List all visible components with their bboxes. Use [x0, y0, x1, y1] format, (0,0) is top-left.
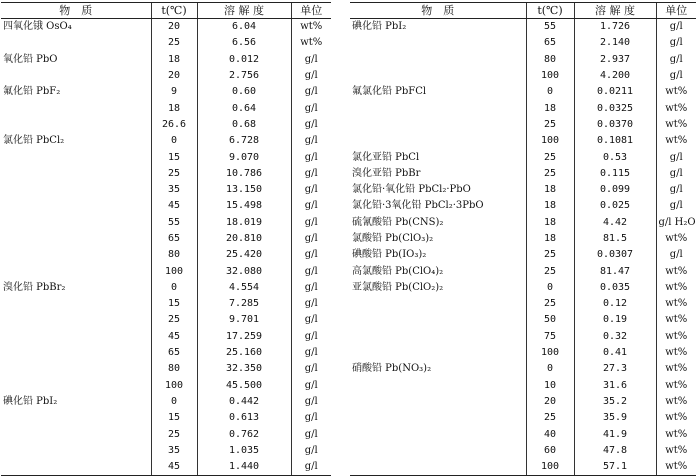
- unit-cell: wt%: [656, 117, 696, 133]
- table-row: [1, 459, 331, 476]
- unit-cell: g/l: [656, 52, 696, 68]
- substance-cell: [1, 117, 151, 133]
- temp-cell: 100: [526, 68, 574, 84]
- temp-cell: 20: [151, 19, 197, 36]
- substance-cell: [1, 459, 151, 476]
- temp-cell: 18: [526, 215, 574, 231]
- unit-cell: wt%: [656, 426, 696, 442]
- table-row: [350, 35, 696, 51]
- temp-cell: 25: [526, 117, 574, 133]
- header-row: [350, 3, 696, 19]
- table-row: [350, 182, 696, 198]
- temp-cell: 45: [151, 329, 197, 345]
- substance-cell: 硫氰酸铅 Pb(CNS)₂: [352, 216, 444, 228]
- table-row: [1, 280, 331, 296]
- substance-cell: 氯化铅·3氧化铅 PbCl₂·3PbO: [352, 200, 484, 212]
- solubility-cell: 0.68: [197, 117, 291, 133]
- substance-cell: 氧化铅 PbO: [3, 53, 58, 65]
- temp-cell: 25: [526, 410, 574, 426]
- substance-cell: [1, 100, 151, 116]
- temp-cell: 55: [151, 215, 197, 231]
- solubility-cell: 20.810: [197, 231, 291, 247]
- unit-cell: g/l: [291, 361, 331, 377]
- solubility-cell: 7.285: [197, 296, 291, 312]
- table-row: [350, 247, 696, 263]
- header-temp: t(℃): [526, 3, 574, 19]
- substance-cell: [350, 100, 526, 116]
- table-row: [1, 394, 331, 410]
- temp-cell: 10: [526, 378, 574, 394]
- unit-cell: wt%: [656, 296, 696, 312]
- unit-cell: wt%: [656, 133, 696, 149]
- solubility-cell: 0.035: [574, 280, 656, 296]
- solubility-cell: 0.099: [574, 182, 656, 198]
- temp-cell: 45: [151, 198, 197, 214]
- unit-cell: g/l: [656, 35, 696, 51]
- temp-cell: 75: [526, 329, 574, 345]
- solubility-cell: 0.19: [574, 312, 656, 328]
- unit-cell: g/l: [656, 166, 696, 182]
- temp-cell: 0: [151, 394, 197, 410]
- substance-cell: [1, 378, 151, 394]
- substance-cell: [350, 329, 526, 345]
- substance-cell: [1, 68, 151, 84]
- table-row: [350, 166, 696, 182]
- unit-cell: g/l: [291, 296, 331, 312]
- unit-cell: g/l: [291, 345, 331, 361]
- temp-cell: 80: [151, 361, 197, 377]
- solubility-cell: 9.070: [197, 149, 291, 165]
- temp-cell: 0: [526, 280, 574, 296]
- table-row: [1, 100, 331, 116]
- table-row: [1, 361, 331, 377]
- temp-cell: 0: [526, 84, 574, 100]
- solubility-cell: 15.498: [197, 198, 291, 214]
- temp-cell: 65: [151, 345, 197, 361]
- table-row: [1, 166, 331, 182]
- substance-cell: [350, 459, 526, 476]
- table-row: [1, 68, 331, 84]
- solubility-cell: 0.53: [574, 149, 656, 165]
- solubility-cell: 17.259: [197, 329, 291, 345]
- unit-cell: wt%: [656, 100, 696, 116]
- substance-cell: 四氧化锇 OsO₄: [3, 21, 72, 33]
- substance-cell: [1, 345, 151, 361]
- unit-cell: g/l: [291, 394, 331, 410]
- solubility-cell: 31.6: [574, 378, 656, 394]
- solubility-cell: 27.3: [574, 361, 656, 377]
- table-row: [350, 84, 696, 100]
- substance-cell: 高氯酸铅 Pb(ClO₄)₂: [352, 265, 444, 277]
- substance-cell: [350, 443, 526, 459]
- substance-cell: [1, 296, 151, 312]
- table-row: [350, 410, 696, 426]
- temp-cell: 0: [526, 361, 574, 377]
- temp-cell: 80: [151, 247, 197, 263]
- substance-cell: 氟氯化铅 PbFCl: [352, 86, 427, 98]
- header-substance: 物 质: [350, 3, 526, 19]
- unit-cell: wt%: [656, 345, 696, 361]
- substance-cell: [350, 312, 526, 328]
- substance-cell: [1, 215, 151, 231]
- table-body-left: [1, 19, 331, 476]
- temp-cell: 25: [526, 263, 574, 279]
- temp-cell: 60: [526, 443, 574, 459]
- substance-cell: [350, 35, 526, 51]
- temp-cell: 15: [151, 410, 197, 426]
- unit-cell: g/l: [291, 52, 331, 68]
- solubility-cell: 10.786: [197, 166, 291, 182]
- unit-cell: g/l: [291, 378, 331, 394]
- solubility-cell: 1.726: [574, 19, 656, 36]
- table-row: [350, 394, 696, 410]
- table-row: [350, 100, 696, 116]
- table-row: [350, 361, 696, 377]
- temp-cell: 25: [151, 426, 197, 442]
- substance-cell: [350, 394, 526, 410]
- table-row: [350, 296, 696, 312]
- unit-cell: g/l: [291, 198, 331, 214]
- unit-cell: wt%: [656, 459, 696, 476]
- unit-cell: g/l: [656, 198, 696, 214]
- substance-cell: [1, 426, 151, 442]
- substance-cell: 碘化铅 PbI₂: [3, 395, 58, 407]
- substance-cell: [350, 426, 526, 442]
- substance-cell: [1, 329, 151, 345]
- solubility-cell: 0.32: [574, 329, 656, 345]
- table-row: [1, 426, 331, 442]
- substance-cell: [1, 35, 151, 51]
- unit-cell: g/l: [291, 459, 331, 476]
- unit-cell: g/l: [291, 410, 331, 426]
- unit-cell: g/l: [291, 231, 331, 247]
- table-row: [350, 215, 696, 231]
- unit-cell: g/l: [291, 68, 331, 84]
- substance-cell: [350, 68, 526, 84]
- temp-cell: 18: [526, 182, 574, 198]
- temp-cell: 26.6: [151, 117, 197, 133]
- temp-cell: 25: [526, 296, 574, 312]
- solubility-cell: 32.080: [197, 263, 291, 279]
- solubility-cell: 0.64: [197, 100, 291, 116]
- solubility-cell: 47.8: [574, 443, 656, 459]
- temp-cell: 25: [526, 247, 574, 263]
- solubility-cell: 0.0325: [574, 100, 656, 116]
- solubility-cell: 81.47: [574, 263, 656, 279]
- temp-cell: 25: [151, 166, 197, 182]
- unit-cell: wt%: [656, 280, 696, 296]
- solubility-cell: 0.41: [574, 345, 656, 361]
- temp-cell: 18: [526, 100, 574, 116]
- solubility-cell: 4.554: [197, 280, 291, 296]
- unit-cell: g/l: [291, 312, 331, 328]
- unit-cell: g/l: [291, 280, 331, 296]
- temp-cell: 100: [526, 133, 574, 149]
- unit-cell: wt%: [291, 35, 331, 51]
- temp-cell: 50: [526, 312, 574, 328]
- table-row: [1, 263, 331, 279]
- table-row: [350, 443, 696, 459]
- table-row: [1, 182, 331, 198]
- substance-cell: [1, 247, 151, 263]
- temp-cell: 25: [526, 166, 574, 182]
- substance-cell: [350, 52, 526, 68]
- table-row: [1, 52, 331, 68]
- temp-cell: 25: [151, 312, 197, 328]
- solubility-cell: 4.42: [574, 215, 656, 231]
- unit-cell: wt%: [656, 361, 696, 377]
- temp-cell: 0: [151, 133, 197, 149]
- substance-cell: 溴化亚铅 PbBr: [352, 167, 421, 179]
- unit-cell: g/l: [291, 182, 331, 198]
- table-row: [1, 312, 331, 328]
- temp-cell: 15: [151, 149, 197, 165]
- temp-cell: 18: [526, 231, 574, 247]
- substance-cell: [1, 443, 151, 459]
- unit-cell: g/l: [291, 247, 331, 263]
- temp-cell: 20: [526, 394, 574, 410]
- temp-cell: 80: [526, 52, 574, 68]
- solubility-cell: 2.140: [574, 35, 656, 51]
- table-row: [350, 198, 696, 214]
- temp-cell: 25: [151, 35, 197, 51]
- table-row: [350, 52, 696, 68]
- substance-cell: [1, 231, 151, 247]
- unit-cell: wt%: [656, 329, 696, 345]
- solubility-cell: 9.701: [197, 312, 291, 328]
- substance-cell: [350, 117, 526, 133]
- unit-cell: wt%: [656, 231, 696, 247]
- solubility-cell: 0.0370: [574, 117, 656, 133]
- substance-cell: [350, 345, 526, 361]
- solubility-cell: 32.350: [197, 361, 291, 377]
- solubility-cell: 6.04: [197, 19, 291, 36]
- solubility-cell: 4.200: [574, 68, 656, 84]
- table-row: [1, 378, 331, 394]
- unit-cell: g/l: [656, 182, 696, 198]
- table-row: [1, 149, 331, 165]
- table-row: [1, 117, 331, 133]
- temp-cell: 100: [526, 459, 574, 476]
- substance-cell: [350, 378, 526, 394]
- substance-cell: [1, 361, 151, 377]
- unit-cell: wt%: [656, 312, 696, 328]
- unit-cell: g/l: [656, 247, 696, 263]
- table-row: [1, 345, 331, 361]
- solubility-cell: 0.115: [574, 166, 656, 182]
- solubility-cell: 0.613: [197, 410, 291, 426]
- unit-cell: g/l: [291, 100, 331, 116]
- table-row: [350, 231, 696, 247]
- unit-cell: g/l: [656, 149, 696, 165]
- solubility-cell: 0.0211: [574, 84, 656, 100]
- solubility-cell: 0.0307: [574, 247, 656, 263]
- table-row: [350, 280, 696, 296]
- header-unit: 单位: [291, 3, 331, 19]
- unit-cell: g/l: [291, 84, 331, 100]
- table-row: [350, 19, 696, 36]
- table-row: [1, 133, 331, 149]
- substance-cell: [1, 182, 151, 198]
- solubility-cell: 0.12: [574, 296, 656, 312]
- unit-cell: g/l: [656, 19, 696, 36]
- unit-cell: g/l: [291, 149, 331, 165]
- table-row: [1, 198, 331, 214]
- table-row: [350, 149, 696, 165]
- solubility-table-left: [1, 2, 331, 476]
- temp-cell: 100: [151, 263, 197, 279]
- unit-cell: g/l: [291, 133, 331, 149]
- solubility-cell: 0.1081: [574, 133, 656, 149]
- substance-cell: [350, 296, 526, 312]
- substance-cell: [1, 263, 151, 279]
- table-row: [1, 19, 331, 36]
- substance-cell: 溴化铅 PbBr₂: [3, 281, 66, 293]
- solubility-cell: 0.762: [197, 426, 291, 442]
- table-row: [1, 84, 331, 100]
- unit-cell: g/l: [656, 68, 696, 84]
- substance-cell: 氯化亚铅 PbCl: [352, 151, 420, 163]
- solubility-cell: 81.5: [574, 231, 656, 247]
- temp-cell: 25: [526, 149, 574, 165]
- table-row: [1, 329, 331, 345]
- temp-cell: 65: [151, 231, 197, 247]
- temp-cell: 100: [151, 378, 197, 394]
- table-row: [1, 443, 331, 459]
- header-solubility: 溶 解 度: [574, 3, 656, 19]
- solubility-cell: 35.2: [574, 394, 656, 410]
- temp-cell: 65: [526, 35, 574, 51]
- table-row: [350, 312, 696, 328]
- solubility-cell: 1.035: [197, 443, 291, 459]
- temp-cell: 18: [151, 100, 197, 116]
- unit-cell: wt%: [656, 84, 696, 100]
- solubility-cell: 13.150: [197, 182, 291, 198]
- unit-cell: wt%: [656, 263, 696, 279]
- unit-cell: wt%: [656, 378, 696, 394]
- solubility-cell: 35.9: [574, 410, 656, 426]
- substance-cell: 氯化铅·氧化铅 PbCl₂·PbO: [352, 184, 471, 196]
- substance-cell: [1, 149, 151, 165]
- solubility-cell: 18.019: [197, 215, 291, 231]
- temp-cell: 9: [151, 84, 197, 100]
- table-row: [1, 215, 331, 231]
- solubility-cell: 25.420: [197, 247, 291, 263]
- header-row: [1, 3, 331, 19]
- solubility-cell: 0.012: [197, 52, 291, 68]
- solubility-cell: 1.440: [197, 459, 291, 476]
- solubility-cell: 0.60: [197, 84, 291, 100]
- solubility-cell: 25.160: [197, 345, 291, 361]
- solubility-cell: 41.9: [574, 426, 656, 442]
- unit-cell: wt%: [656, 443, 696, 459]
- temp-cell: 55: [526, 19, 574, 36]
- unit-cell: g/l: [291, 426, 331, 442]
- solubility-cell: 2.756: [197, 68, 291, 84]
- substance-cell: 亚氯酸铅 Pb(ClO₂)₂: [352, 281, 444, 293]
- table-row: [350, 133, 696, 149]
- solubility-cell: 2.937: [574, 52, 656, 68]
- temp-cell: 0: [151, 280, 197, 296]
- table-row: [1, 35, 331, 51]
- solubility-cell: 57.1: [574, 459, 656, 476]
- substance-cell: [350, 133, 526, 149]
- substance-cell: 硝酸铅 Pb(NO₃)₂: [352, 363, 432, 375]
- table-row: [1, 231, 331, 247]
- solubility-cell: 45.500: [197, 378, 291, 394]
- substance-cell: [1, 410, 151, 426]
- temp-cell: 100: [526, 345, 574, 361]
- temp-cell: 40: [526, 426, 574, 442]
- temp-cell: 45: [151, 459, 197, 476]
- unit-cell: g/l: [291, 263, 331, 279]
- table-row: [1, 410, 331, 426]
- substance-cell: [1, 312, 151, 328]
- temp-cell: 20: [151, 68, 197, 84]
- table-row: [350, 426, 696, 442]
- temp-cell: 15: [151, 296, 197, 312]
- table-row: [350, 117, 696, 133]
- substance-cell: 氯酸铅 Pb(ClO₃)₂: [352, 233, 434, 244]
- table-row: [1, 296, 331, 312]
- unit-cell: wt%: [656, 410, 696, 426]
- table-row: [350, 378, 696, 394]
- temp-cell: 18: [526, 198, 574, 214]
- table-row: [350, 459, 696, 476]
- solubility-table-right: [350, 2, 696, 476]
- temp-cell: 18: [151, 52, 197, 68]
- table-row: [350, 68, 696, 84]
- unit-cell: g/l: [291, 166, 331, 182]
- substance-cell: [350, 410, 526, 426]
- header-unit: 单位: [656, 3, 696, 19]
- unit-cell: g/l: [291, 329, 331, 345]
- substance-cell: 碘酸铅 Pb(IO₃)₂: [352, 249, 427, 261]
- solubility-cell: 6.728: [197, 133, 291, 149]
- unit-cell: g/l: [291, 215, 331, 231]
- unit-cell: g/l: [291, 443, 331, 459]
- substance-cell: 氟化铅 PbF₂: [3, 86, 61, 98]
- substance-cell: [1, 198, 151, 214]
- table-row: [350, 263, 696, 279]
- solubility-cell: 6.56: [197, 35, 291, 51]
- table-row: [350, 345, 696, 361]
- table-row: [350, 329, 696, 345]
- temp-cell: 35: [151, 443, 197, 459]
- substance-cell: 氯化铅 PbCl₂: [3, 135, 65, 147]
- table-body-right: [350, 19, 696, 476]
- header-temp: t(℃): [151, 3, 197, 19]
- substance-cell: [1, 166, 151, 182]
- solubility-cell: 0.025: [574, 198, 656, 214]
- temp-cell: 35: [151, 182, 197, 198]
- substance-cell: 碘化铅 PbI₂: [352, 21, 407, 33]
- unit-cell: g/l H₂O: [656, 215, 696, 231]
- header-substance: 物 质: [1, 3, 151, 19]
- table-row: [1, 247, 331, 263]
- unit-cell: wt%: [656, 394, 696, 410]
- unit-cell: g/l: [291, 117, 331, 133]
- solubility-cell: 0.442: [197, 394, 291, 410]
- header-solubility: 溶 解 度: [197, 3, 291, 19]
- unit-cell: wt%: [291, 19, 331, 36]
